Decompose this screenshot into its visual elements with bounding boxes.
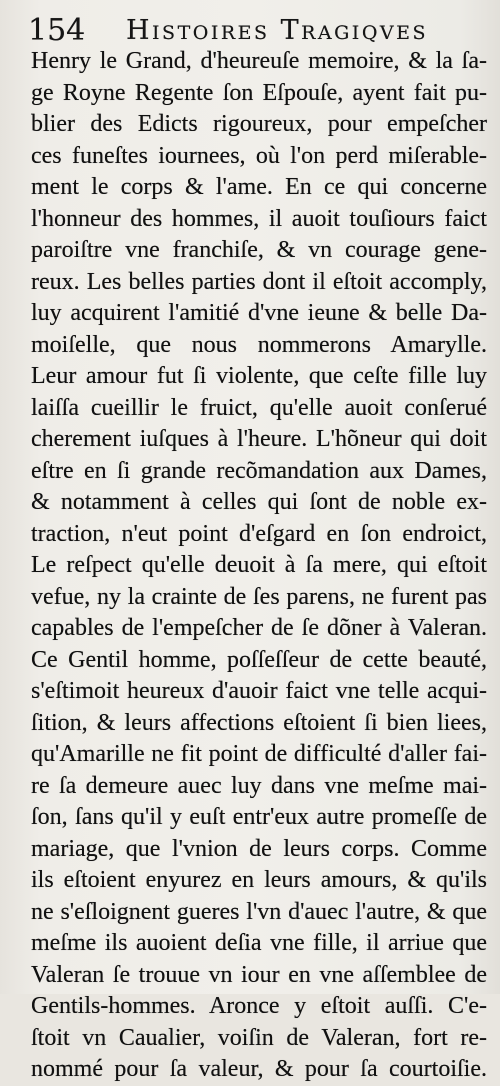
text-line: Le reſpect qu'elle deuoit à ſa mere, qui eſtoit <box>31 552 487 578</box>
text-line: Gentils-hommes. Aronce y eſtoit auſſi. C'e- <box>31 993 487 1019</box>
text-line: Leur amour fut ſi violente, que ceſte fille luy <box>31 363 487 389</box>
text-line: ne s'eſloignent gueres l'vn d'auec l'autre, & que <box>31 898 487 925</box>
text-line: cherement iuſques à l'heure. L'hõneur qui doit <box>31 426 487 452</box>
running-title: Histoires Tragiqves <box>126 15 428 46</box>
text-line: ſtoit vn Caualier, voiſin de Valeran, fort re- <box>31 1024 487 1051</box>
text-line: eſtre en ſi grande recõmandation aux Dames, <box>31 457 487 484</box>
text-line: traction, n'eut point d'eſgard en ſon endroict, <box>31 520 487 547</box>
text-line: ils eſtoient enyurez en leurs amours, & qu'ils <box>31 867 487 893</box>
text-line: paroiſtre vne franchiſe, & vn courage gene- <box>31 237 487 263</box>
text-line: l'honneur des hommes, il auoit touſiours faict <box>31 205 487 232</box>
text-line: moiſelle, que nous nommerons Amarylle. <box>31 331 487 358</box>
text-line: vefue, ny la crainte de ſes parens, ne furent pas <box>31 583 487 610</box>
text-line: Ce Gentil homme, poſſeſſeur de cette beauté, <box>31 646 487 673</box>
text-line: luy acquirent l'amitié d'vne ieune & belle Da- <box>31 300 487 326</box>
text-line: qu'Amarille ne fit point de difficulté d'aller fai- <box>31 741 487 767</box>
text-line: re ſa demeure auec luy dans vne meſme mai- <box>31 772 487 799</box>
text-line: reux. Les belles parties dont il eſtoit accomply, <box>31 268 487 295</box>
text-line: mariage, que l'vnion de leurs corps. Comme <box>31 835 487 862</box>
text-line: laiſſa cueillir le fruict, qu'elle auoit conſerué <box>31 394 487 421</box>
text-line: ſition, & leurs affections eſtoient ſi bien liees, <box>31 709 487 736</box>
page-number: 154 <box>28 13 86 48</box>
text-line: Henry le Grand, d'heureuſe memoire, & la ſa- <box>31 48 487 74</box>
text-line: ſon, ſans qu'il y euſt entr'eux autre promeſſe de <box>31 804 487 830</box>
text-line: meſme ils auoient deſia vne fille, il arriue que <box>31 930 487 956</box>
text-line: Valeran ſe trouue vn iour en vne aſſemblee de <box>31 961 487 988</box>
text-line: blier des Edicts rigoureux, pour empeſcher <box>31 111 487 137</box>
text-line: ces funeſtes iournees, où l'on perd miſerable- <box>31 142 487 169</box>
text-line: s'eſtimoit heureux d'auoir faict vne telle acqui- <box>31 678 487 704</box>
body-text <box>31 46 487 1086</box>
text-line: ge Royne Regente ſon Eſpouſe, ayent fait pu- <box>31 79 487 106</box>
text-line: ment le corps & l'ame. En ce qui concerne <box>31 174 487 200</box>
text-line: capables de l'empeſcher de ſe dõner à Valeran. <box>31 615 487 641</box>
text-line: & notamment à celles qui ſont de noble ex- <box>31 489 487 515</box>
text-line: nommé pour ſa valeur, & pour ſa courtoiſie. <box>31 1056 487 1082</box>
